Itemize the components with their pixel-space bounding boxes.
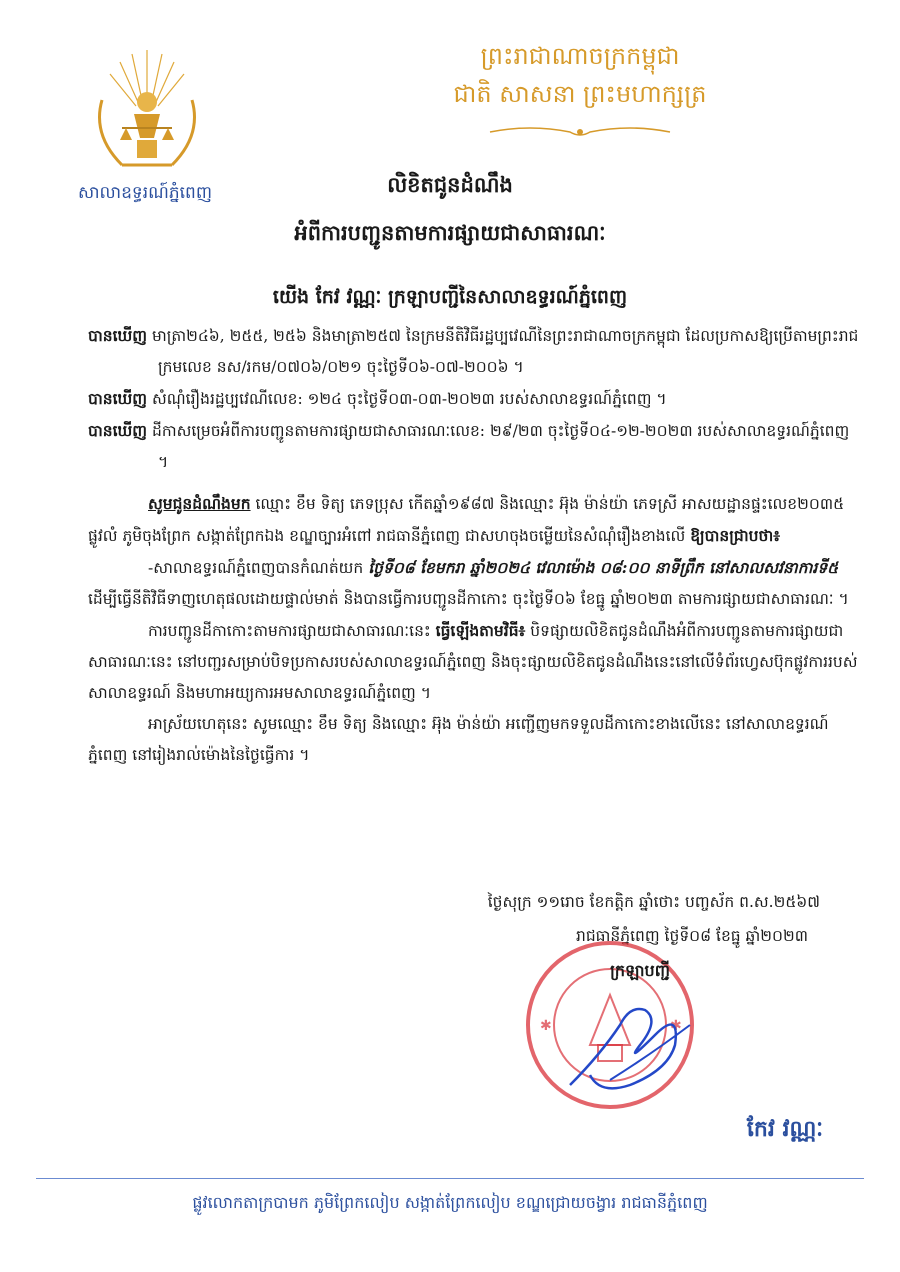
document-title: លិខិតជូនដំណឹង	[387, 172, 513, 197]
paragraph-seen-1	[88, 320, 860, 383]
hearing-datetime: ថ្ងៃទី០៨ ខែមករា ឆ្នាំ២០២៤ វេលាម៉ោង ០៨:០០ នាទីព្រឹក នៅសាលសវនាការទី៥	[368, 558, 839, 577]
paragraph-text: ការបញ្ជូនដីកាកោះតាមការផ្សាយជាសាធារណៈនេះ	[148, 622, 436, 640]
solar-date: រាជធានីភ្នំពេញ ថ្ងៃទី០៨ ខែធ្នូ ឆ្នាំ២០២៣	[576, 927, 808, 945]
ornament-divider	[480, 122, 680, 142]
paragraph-text: មាត្រា២៤៦, ២៥៥, ២៥៦ និងមាត្រា២៥៧ នៃក្រមនីតិវិធីរដ្ឋប្បវេណីនៃព្រះរាជាណាចក្រកម្ពុជា ដែលប្រកាសឱ្យប្រើតាមព្រះរាជក្រមលេខ នស/រកម/០៧០៦/០២១ ចុះថ្ងៃទី០៦-០៧-២០០៦ ។	[147, 327, 859, 376]
paragraph-conclusion	[88, 709, 860, 771]
paragraph-text: ឈ្មោះ ខឹម ទិត្យ ភេទប្រុស កើតឆ្នាំ១៩៨៧ និងឈ្មោះ អ៊ុង ម៉ាន់យ៉ា ភេទស្រី អាសយដ្ឋានផ្ទះលេខ២០៣៥ ផ្លូវលំ ភូមិចុងព្រែក សង្កាត់ព្រែកឯង ខណ្ឌច្បារអំពៅ រាជធានីភ្នំពេញ ជាសហចុងចម្លើយនៃសំណុំរឿងខាងលើ	[88, 495, 845, 545]
paragraph-text: បិទផ្សាយលិខិតជូនដំណឹងអំពីការបញ្ជូនតាមការផ្សាយជាសាធារណៈនេះ នៅបញ្ជរសម្រាប់បិទប្រកាសរបស់សាលាឧទ្ធរណ៍ភ្នំពេញ និងចុះផ្សាយលិខិតជូនដំណឹងនេះនៅលើទំព័រហ្វេសប៊ុកផ្លូវការរបស់ សាលាឧទ្ធរណ៍ និងមហាអយ្យការអមសាលាឧទ្ធរណ៍ភ្នំពេញ ។	[88, 622, 858, 702]
seen-label: បានឃើញ	[88, 326, 148, 345]
method-label: ធ្វើឡើងតាមវិធី៖	[435, 621, 526, 640]
paragraph-text: ដើម្បីធ្វើនីតិវិធីទាញហេតុផលដោយផ្ទាល់មាត់ និងបានធ្វើការបញ្ជូនដីកាកោះ ចុះថ្ងៃទី០៦ ខែធ្នូ ឆ្នាំ២០២៣ តាមការផ្សាយជាសាធារណៈ ។	[88, 590, 849, 608]
notice-tail: ឱ្យបានជ្រាបថា៖	[690, 526, 781, 545]
seen-label: បានឃើញ	[88, 389, 148, 408]
seen-label: បានឃើញ	[88, 421, 148, 440]
paragraph-seen-3	[88, 415, 860, 478]
signer-name: កែវ វណ្ណៈ	[746, 1116, 824, 1142]
notice-label: សូមជូនដំណឹងមក	[148, 494, 251, 513]
national-motto: ជាតិ សាសនា ព្រះមហាក្សត្រ	[453, 80, 707, 108]
handwritten-signature	[560, 985, 700, 1105]
court-emblem-logo	[82, 40, 212, 180]
lunar-date: ថ្ងៃសុក្រ ១១រោច ខែកត្តិក ឆ្នាំថោះ បញ្ចស័ក ព.ស.២៥៦៧	[487, 893, 820, 911]
paragraph-method	[88, 615, 860, 709]
signatory-role: ក្រឡាបញ្ជី	[610, 961, 670, 980]
paragraph-hearing	[88, 552, 860, 615]
svg-text:✱: ✱	[540, 1018, 552, 1034]
paragraph-text: -សាលាឧទ្ធរណ៍ភ្នំពេញបានកំណត់យក	[148, 559, 369, 577]
kingdom-heading: ព្រះរាជាណាចក្រកម្ពុជា	[480, 42, 680, 70]
court-name: សាលាឧទ្ធរណ៍ភ្នំពេញ	[77, 183, 213, 203]
issuer-line: យើង កែវ វណ្ណៈ ក្រឡាបញ្ជីនៃសាលាឧទ្ធរណ៍ភ្នំពេញ	[272, 286, 628, 308]
document-body	[88, 320, 860, 771]
svg-text:✱: ✱	[670, 1018, 682, 1034]
paragraph-text: ដីកាសម្រេចអំពីការបញ្ជូនតាមការផ្សាយជាសាធារណៈលេខ: ២៩/២៣ ចុះថ្ងៃទី០៤-១២-២០២៣ របស់សាលាឧទ្ធរណ៍ភ្នំពេញ ។	[147, 422, 850, 471]
footer-divider	[36, 1178, 864, 1179]
paragraph-text: សំណុំរឿងរដ្ឋប្បវេណីលេខ: ១២៤ ចុះថ្ងៃទី០៣-០៣-២០២៣ របស់សាលាឧទ្ធរណ៍ភ្នំពេញ ។	[147, 390, 667, 408]
footer-address: ផ្លូវលោកតាក្របាមក ភូមិព្រែកលៀប សង្កាត់ព្រែកលៀប ខណ្ឌជ្រោយចង្វារ រាជធានីភ្នំពេញ	[192, 1193, 708, 1212]
paragraph-notice	[88, 488, 860, 552]
document-subtitle: អំពីការបញ្ជូនតាមការផ្សាយជាសាធារណៈ	[294, 220, 606, 245]
paragraph-text: អាស្រ័យហេតុនេះ សូមឈ្មោះ ខឹម ទិត្យ និងឈ្មោះ អ៊ុង ម៉ាន់យ៉ា អញ្ជើញមកទទួលដីកាកោះខាងលើនេះ នៅសាលាឧទ្ធរណ៍ភ្នំពេញ នៅរៀងរាល់ម៉ោងនៃថ្ងៃធ្វើការ ។	[88, 715, 829, 764]
paragraph-seen-2	[88, 383, 860, 415]
